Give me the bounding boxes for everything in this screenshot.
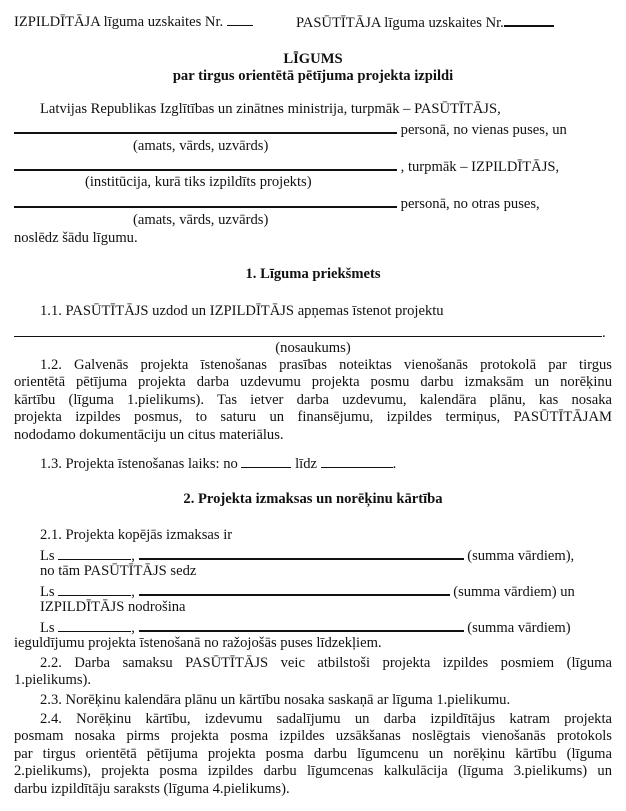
clause-1-1: 1.1. PASŪTĪTĀJS uzdod un IZPILDĪTĀJS apņemas īstenot projektu	[40, 303, 444, 319]
term-end-blank[interactable]	[321, 454, 393, 468]
party2-caption: (amats, vārds, uzvārds)	[133, 212, 269, 228]
contractor-ref-blank[interactable]	[227, 12, 253, 26]
clause-2-3: 2.3. Norēķinu kalendāra plānu un kārtību nosaka saskaņā ar līguma 1.pielikumu.	[40, 692, 511, 708]
client-cost-words-blank[interactable]	[139, 581, 450, 596]
sum-words-label: (summa vārdiem)	[467, 620, 571, 636]
document-title: LĪGUMS	[283, 51, 343, 67]
sum-words-label: (summa vārdiem) un	[453, 584, 575, 600]
clause-line: nododamo dokumentāciju un citus materiālus.	[14, 426, 284, 443]
party2-suffix: personā, no otras puses,	[400, 196, 540, 212]
comma: ,	[131, 620, 135, 636]
clause-line: orientētā pētījuma projekta darba uzdevumu projekta posmu darbu izmaksām un norēķinu	[14, 374, 612, 391]
total-cost-words-blank[interactable]	[139, 545, 464, 560]
section2-heading: 2. Projekta izmaksas un norēķinu kārtība	[183, 491, 443, 507]
comma: ,	[131, 548, 135, 564]
client-ref-label: PASŪTĪTĀJA līguma uzskaites Nr.	[296, 15, 504, 31]
party1-suffix: personā, no vienas puses, un	[400, 122, 567, 138]
party1-representative-row	[14, 119, 567, 139]
currency-label: Ls	[40, 620, 55, 636]
party2-representative-blank[interactable]	[14, 193, 397, 208]
client-cost-number-blank[interactable]	[58, 582, 131, 596]
parties-closing: noslēdz šādu līgumu.	[14, 230, 138, 246]
total-cost-number-blank[interactable]	[58, 546, 131, 560]
term-start-blank[interactable]	[241, 454, 291, 468]
contractor-institution-blank[interactable]	[14, 156, 397, 171]
contractor-institution-caption: (institūcija, kurā tiks izpildīts projekts)	[85, 174, 312, 190]
contractor-ref-number	[14, 12, 253, 31]
clause-line: projekta izpildes posmus, to saturu un finansējumu, izpildes termiņus, PASŪTĪTĀJAM	[14, 409, 612, 426]
party1-representative-blank[interactable]	[14, 119, 397, 134]
clause-1-2	[14, 357, 612, 444]
contractor-cost-number-blank[interactable]	[58, 618, 131, 632]
contractor-institution-suffix: , turpmāk – IZPILDĪTĀJS,	[400, 159, 560, 175]
parties-intro: Latvijas Republikas Izglītības un zinātnes ministrija, turpmāk – PASŪTĪTĀJS,	[40, 101, 501, 117]
party1-caption: (amats, vārds, uzvārds)	[133, 138, 269, 154]
client-ref-number	[296, 12, 554, 32]
contractor-ref-label: IZPILDĪTĀJA līguma uzskaites Nr.	[14, 14, 224, 30]
project-name-blank[interactable]	[14, 323, 602, 337]
sum-words-label: (summa vārdiem),	[467, 548, 575, 564]
term-until-label: līdz	[295, 456, 318, 472]
party2-representative-row	[14, 193, 540, 213]
clause-1-3	[40, 454, 396, 473]
project-name-caption: (nosaukums)	[275, 340, 351, 356]
clause-line: par tirgus orientētā pētījuma projekta posma darbu līgumcenu un norēķinu kārtību (līguma	[14, 745, 612, 762]
client-ref-blank[interactable]	[504, 12, 554, 27]
clause-line: 1.2. Galvenās projekta īstenošanas prasības noteiktas vienošanās protokolā par tirgus	[40, 357, 612, 373]
term-label: 1.3. Projekta īstenošanas laiks: no	[40, 456, 238, 472]
document-subtitle: par tirgus orientētā pētījuma projekta izpildi	[172, 68, 454, 84]
clause-line: kārtību (līguma 1.pielikums). Tas ietver darba uzdevumu, kalendāra plānu, kas nosaka	[14, 391, 612, 408]
section1-heading: 1. Līguma priekšmets	[245, 266, 381, 282]
clause-line: 2.4. Norēķinu kārtību, izdevumu sadalījumu un darba izpildītājus katram projekta	[40, 711, 612, 727]
clause-2-1: 2.1. Projekta kopējās izmaksas ir	[40, 527, 233, 543]
clause-2-4	[14, 711, 612, 798]
currency-label: Ls	[40, 548, 55, 564]
investment-text: ieguldījumu projekta īstenošanā no ražojošās puses līdzekļiem.	[14, 635, 382, 651]
clause-line: 2.2. Darba samaksu PASŪTĪTĀJS veic atbilstoši projekta izpildes posmiem (līguma	[40, 655, 612, 671]
contractor-provides-label: IZPILDĪTĀJS nodrošina	[40, 599, 186, 615]
clause-line: darbu izpildītāju saraksts (līguma 4.pielikums).	[14, 780, 290, 797]
clause-line: 1.pielikums).	[14, 672, 92, 689]
clause-line: posmam nosaka pirms projekta posma izpildes uzsākšanas noslēgtais vienošanās protokols	[14, 728, 612, 745]
currency-label: Ls	[40, 584, 55, 600]
project-name-period: .	[602, 325, 606, 341]
comma: ,	[131, 584, 135, 600]
clause-line: 2.pielikums), projekta posma izpildes darbu līgumcenas kalkulācija (līguma 3.pielikums) un	[14, 763, 612, 780]
term-period: .	[392, 456, 397, 472]
client-covers-label: no tām PASŪTĪTĀJS sedz	[40, 563, 197, 579]
contractor-cost-words-blank[interactable]	[139, 617, 464, 632]
clause-2-2	[14, 655, 612, 690]
